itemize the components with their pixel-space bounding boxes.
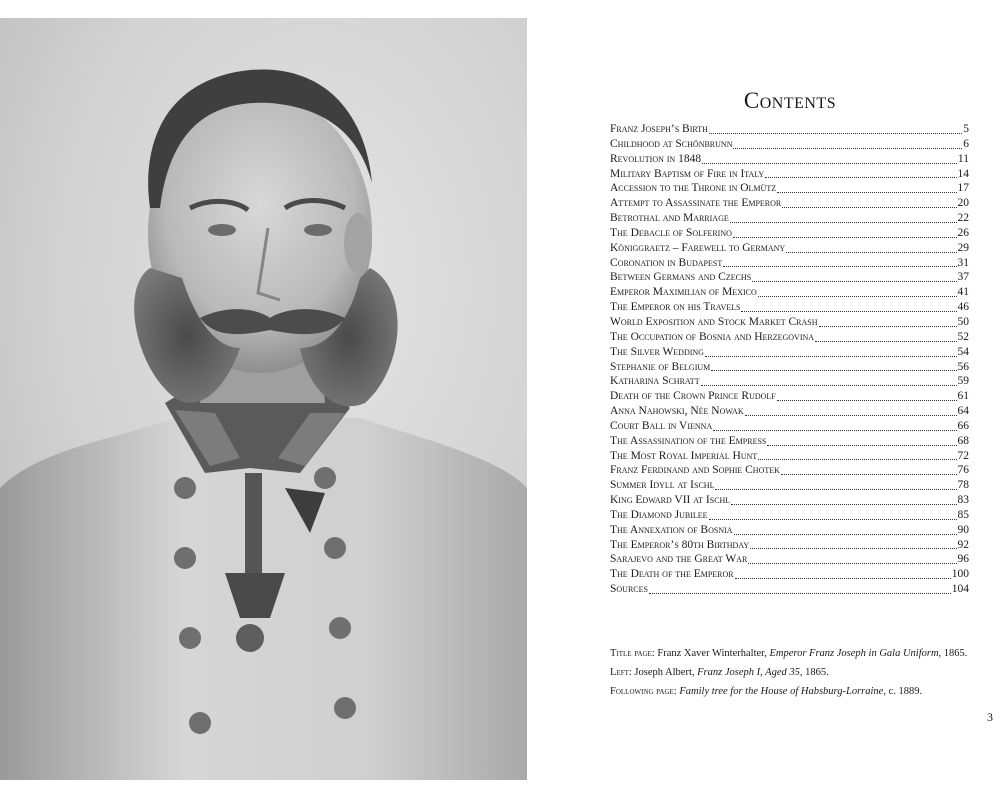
toc-entry-page: 64 xyxy=(957,405,969,418)
toc-entry-title: Summer Idyll at Ischl xyxy=(610,479,715,492)
toc-leader-dots xyxy=(750,547,956,549)
portrait-photo xyxy=(0,18,527,780)
toc-entry-title: Revolution in 1848 xyxy=(610,152,702,165)
toc-leader-dots xyxy=(777,191,956,193)
toc-entry-page: 92 xyxy=(957,538,969,551)
toc-entry xyxy=(610,226,969,241)
toc-entry xyxy=(610,434,969,449)
toc-entry xyxy=(610,360,969,375)
toc-entry-page: 85 xyxy=(957,508,969,521)
toc-leader-dots xyxy=(709,132,962,134)
toc-entry-page: 29 xyxy=(957,241,969,254)
toc-entry-page: 56 xyxy=(957,360,969,373)
toc-leader-dots xyxy=(734,533,957,535)
toc-entry-title: The Debacle of Solferino xyxy=(610,226,732,239)
toc-entry-title: The Occupation of Bosnia and Herzegovina xyxy=(610,330,815,343)
toc-leader-dots xyxy=(777,399,957,401)
toc-entry-title: Sources xyxy=(610,583,648,596)
caption-artist: Franz Xaver Winterhalter, xyxy=(657,648,767,659)
toc-entry-title: Military Baptism of Fire in Italy xyxy=(610,167,765,180)
toc-entry xyxy=(610,389,969,404)
toc-entry xyxy=(610,463,969,478)
toc-leader-dots xyxy=(815,340,956,342)
toc-leader-dots xyxy=(733,147,962,149)
toc-leader-dots xyxy=(758,295,957,297)
toc-leader-dots xyxy=(705,355,957,357)
toc-entry-title: The Assassination of the Empress xyxy=(610,434,767,447)
image-captions xyxy=(610,648,980,705)
toc-entry-title: Franz Ferdinand and Sophie Chotek xyxy=(610,464,780,477)
toc-entry xyxy=(610,523,969,538)
toc-leader-dots xyxy=(786,251,956,253)
toc-entry-page: 83 xyxy=(957,494,969,507)
toc-entry-page: 11 xyxy=(957,152,969,165)
toc-entry-page: 5 xyxy=(963,123,969,135)
caption-work-title: Emperor Franz Joseph in Gala Uniform xyxy=(769,648,939,659)
toc-entry xyxy=(610,582,969,597)
toc-entry-title: Stephanie of Belgium xyxy=(610,360,711,373)
toc-entry xyxy=(610,478,969,493)
toc-entry-title: The Emperor’s 80th Birthday xyxy=(610,538,750,551)
toc-entry xyxy=(610,419,969,434)
toc-leader-dots xyxy=(711,369,956,371)
toc-entry-title: Accession to the Throne in Olmütz xyxy=(610,182,777,195)
page-number: 3 xyxy=(987,710,993,724)
toc-entry-title: The Diamond Jubilee xyxy=(610,508,708,521)
toc-entry xyxy=(610,315,969,330)
toc-entry-title: Coronation in Budapest xyxy=(610,256,723,269)
caption-label: Left: xyxy=(610,667,632,678)
toc-entry xyxy=(610,345,969,360)
toc-entry-page: 6 xyxy=(963,137,969,150)
toc-entry-title: Attempt to Assassinate the Emperor xyxy=(610,197,782,210)
toc-entry-page: 72 xyxy=(957,449,969,462)
toc-entry-page: 100 xyxy=(951,568,969,581)
caption-date: , c. 1889. xyxy=(883,686,923,697)
toc-entry-page: 96 xyxy=(957,553,969,566)
toc-entry-title: Court Ball in Vienna xyxy=(610,419,713,432)
toc-leader-dots xyxy=(701,384,957,386)
toc-entry-title: The Death of the Emperor xyxy=(610,568,734,581)
table-of-contents xyxy=(610,122,969,597)
toc-entry xyxy=(610,330,969,345)
toc-entry xyxy=(610,270,969,285)
toc-entry-title: Childhood at Schönbrunn xyxy=(610,137,733,150)
toc-entry xyxy=(610,567,969,582)
toc-leader-dots xyxy=(741,310,956,312)
toc-entry xyxy=(610,211,969,226)
toc-entry-page: 46 xyxy=(957,301,969,314)
toc-entry-title: Franz Joseph’s Birth xyxy=(610,123,708,135)
toc-entry-title: Between Germans and Czechs xyxy=(610,271,752,284)
toc-entry-page: 50 xyxy=(957,315,969,328)
portrait-photo-icon xyxy=(0,18,527,780)
toc-leader-dots xyxy=(758,458,956,460)
toc-entry xyxy=(610,181,969,196)
caption-artist: Joseph Albert, xyxy=(634,667,695,678)
toc-entry-page: 54 xyxy=(957,345,969,358)
toc-leader-dots xyxy=(733,236,957,238)
toc-entry-title: Sarajevo and the Great War xyxy=(610,553,748,566)
toc-entry-title: Katharina Schratt xyxy=(610,375,700,388)
toc-leader-dots xyxy=(767,444,956,446)
toc-entry xyxy=(610,508,969,523)
toc-entry-title: Death of the Crown Prince Rudolf xyxy=(610,390,776,403)
toc-entry xyxy=(610,404,969,419)
toc-entry-page: 61 xyxy=(957,390,969,403)
caption-date: , 1865. xyxy=(799,667,829,678)
toc-entry-page: 76 xyxy=(957,464,969,477)
toc-entry-title: Anna Nahowski, Née Nowak xyxy=(610,405,744,418)
toc-entry xyxy=(610,256,969,271)
caption xyxy=(610,667,980,679)
toc-entry xyxy=(610,167,969,182)
caption xyxy=(610,686,980,698)
toc-entry-title: Königgraetz – Farewell to Germany xyxy=(610,241,786,254)
caption-work-title: Franz Joseph I, Aged 35 xyxy=(697,667,800,678)
toc-entry-title: World Exposition and Stock Market Crash xyxy=(610,315,818,328)
toc-entry xyxy=(610,300,969,315)
toc-entry xyxy=(610,493,969,508)
toc-entry-page: 68 xyxy=(957,434,969,447)
contents-heading: Contents xyxy=(743,88,837,113)
toc-entry xyxy=(610,449,969,464)
toc-entry-page: 104 xyxy=(951,583,969,596)
toc-entry-page: 59 xyxy=(957,375,969,388)
toc-entry-page: 66 xyxy=(957,419,969,432)
toc-entry-page: 78 xyxy=(957,479,969,492)
toc-entry xyxy=(610,374,969,389)
toc-entry-page: 20 xyxy=(957,197,969,210)
toc-leader-dots xyxy=(782,206,956,208)
toc-leader-dots xyxy=(748,562,956,564)
toc-entry-page: 41 xyxy=(957,286,969,299)
toc-entry-page: 17 xyxy=(957,182,969,195)
toc-entry-title: Emperor Maximilian of Mexico xyxy=(610,286,757,299)
toc-leader-dots xyxy=(819,325,957,327)
caption-label: Title page: xyxy=(610,648,655,659)
toc-leader-dots xyxy=(649,592,951,594)
toc-entry-title: King Edward VII at Ischl xyxy=(610,494,731,507)
toc-leader-dots xyxy=(731,503,956,505)
toc-entry-title: Betrothal and Marriage xyxy=(610,212,729,225)
toc-entry xyxy=(610,241,969,256)
toc-entry-title: The Emperor on his Travels xyxy=(610,301,741,314)
toc-entry xyxy=(610,285,969,300)
toc-entry-page: 52 xyxy=(957,330,969,343)
toc-entry-page: 14 xyxy=(957,167,969,180)
toc-leader-dots xyxy=(781,473,957,475)
toc-leader-dots xyxy=(702,162,957,164)
toc-entry-page: 37 xyxy=(957,271,969,284)
toc-entry xyxy=(610,137,969,152)
toc-leader-dots xyxy=(765,176,956,178)
toc-entry xyxy=(610,196,969,211)
toc-leader-dots xyxy=(735,577,951,579)
caption xyxy=(610,648,980,660)
toc-entry xyxy=(610,538,969,553)
toc-entry xyxy=(610,122,969,137)
caption-label: Following page: xyxy=(610,686,677,697)
toc-leader-dots xyxy=(715,488,956,490)
toc-entry-page: 26 xyxy=(957,226,969,239)
toc-entry xyxy=(610,152,969,167)
toc-leader-dots xyxy=(713,429,956,431)
toc-leader-dots xyxy=(730,221,957,223)
toc-entry xyxy=(610,552,969,567)
caption-date: , 1865. xyxy=(938,648,968,659)
toc-entry-page: 31 xyxy=(957,256,969,269)
toc-entry-page: 90 xyxy=(957,523,969,536)
toc-entry-title: The Silver Wedding xyxy=(610,345,704,358)
caption-work-title: Family tree for the House of Habsburg-Lorraine xyxy=(679,686,884,697)
toc-leader-dots xyxy=(723,265,956,267)
toc-entry-title: The Most Royal Imperial Hunt xyxy=(610,449,758,462)
toc-entry-title: The Annexation of Bosnia xyxy=(610,523,733,536)
toc-entry-page: 22 xyxy=(957,212,969,225)
toc-leader-dots xyxy=(745,414,957,416)
toc-leader-dots xyxy=(709,518,957,520)
toc-leader-dots xyxy=(752,280,956,282)
